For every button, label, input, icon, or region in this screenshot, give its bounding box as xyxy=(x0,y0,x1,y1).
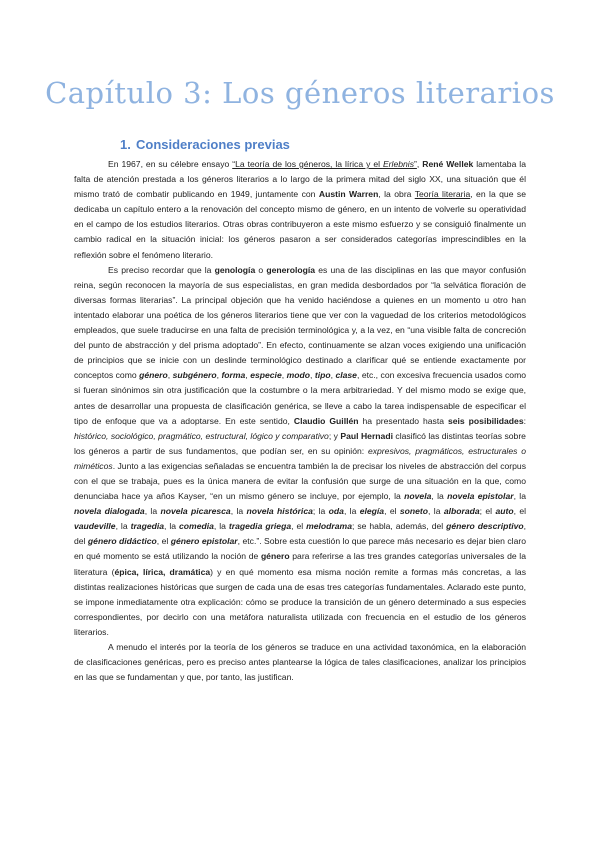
p2-text: , la xyxy=(164,521,180,532)
author-hernadi: Paul Hernadi xyxy=(340,430,393,441)
p2-text: , la xyxy=(230,506,247,517)
genre-term: novela picaresca xyxy=(160,506,231,517)
p2-text: clasificó las distintas teorías sobre los géneros a partir de sus fundamentos, que podían ser, en su opinión: xyxy=(74,430,526,456)
term-genologia: genología xyxy=(214,264,256,275)
genre-term: género descriptivo xyxy=(446,521,524,532)
p2-text: ; la xyxy=(312,506,329,517)
genre-term: melodrama xyxy=(306,521,352,532)
p2-text: ) y en qué momento esa misma noción remite a formas más concretas, a las distintas realizaciones históricas que surgen de cada una de esas tres categorías fundamentales. Aclarado este punto, se impone inmediatamente otra explicación: cómo se produce la transición de un género determinado a sus especies correspondientes, por decirlo con una metáfora naturalista utilizada con frecuencia en el estudio de los géneros literarios. xyxy=(74,566,526,637)
term-especie: especie xyxy=(250,370,282,381)
p2-text: , el xyxy=(156,536,171,547)
genre-term: vaudeville xyxy=(74,521,116,532)
term-genero-bold: género xyxy=(260,551,290,562)
book-title: Teoría literaria xyxy=(414,189,471,200)
p1-text: En 1967, en su célebre ensayo xyxy=(108,159,233,169)
term-tipo: tipo xyxy=(314,370,331,381)
p2-text: : xyxy=(523,415,526,426)
p2-text: . Junto a las exigencias señaladas se encuentra también la de precisar los niveles de abstracción del corpus con el que se trabaja, pues es la única manera de evitar la confusión que surge de una situación en la que, como denunciaba hace ya años Kayser, “en un mismo género se incluye, por ejemplo, la xyxy=(74,460,526,502)
p2-text: ; y xyxy=(328,430,341,441)
p2-text: ; se habla, además, del xyxy=(351,521,447,532)
p1-text: , la obra xyxy=(378,189,415,200)
genre-term: novela xyxy=(404,491,432,502)
body-text xyxy=(74,157,526,685)
genre-term: tragedia griega xyxy=(228,521,292,532)
paragraph-1 xyxy=(74,157,526,263)
section-title: Consideraciones previas xyxy=(136,137,290,152)
term-genero: género xyxy=(139,370,168,381)
p2-text: , la xyxy=(115,521,131,532)
genre-term: elegía xyxy=(359,506,385,517)
genre-term: tragedia xyxy=(130,521,165,532)
p2-text: para referirse a las tres grandes categorías universales de la literatura ( xyxy=(74,551,526,577)
p2-text: ha presentado hasta xyxy=(358,415,448,426)
genre-term: soneto xyxy=(399,506,429,517)
p2-text: , etc., con excesiva frecuencia usados como si fueran sinónimos sin otra justificación que la costumbre o la mera arbitrariedad. Y del mismo modo se exige que, antes de desarrollar una propuesta de clasificación genérica, se lleve a cabo la tarea indispensable de especificar el tipo de enfoque que va a adoptarse. En este sentido, xyxy=(74,370,527,426)
p2-text: , la xyxy=(431,491,448,502)
universal-categories: épica, lírica, dramática xyxy=(114,566,211,577)
author-warren: Austin Warren xyxy=(318,189,379,200)
genre-term: novela histórica xyxy=(246,506,313,517)
p2-text: , xyxy=(330,370,336,381)
p2-text: o xyxy=(255,264,267,275)
essay-title-erlebnis: Erlebnis xyxy=(382,159,415,169)
section-number: 1. xyxy=(120,137,131,152)
p2-text: , la xyxy=(213,521,229,532)
p2-text: , el xyxy=(513,506,527,517)
term-subgenero: subgénero xyxy=(172,370,217,381)
p2-text: , xyxy=(167,370,173,381)
p2-text: , el xyxy=(291,521,307,532)
p2-text: , la xyxy=(144,506,161,517)
author-guillen: Claudio Guillén xyxy=(293,415,359,426)
p2-text: , etc.”. Sobre esta cuestión lo que parece más necesario es dejar bien claro en qué momento se está utilizando la noción de xyxy=(74,536,527,562)
essay-title xyxy=(232,159,417,169)
p2-text: , xyxy=(281,370,287,381)
essay-title-text: “La teoría de los géneros, la lírica y el xyxy=(232,159,383,169)
genre-term: género epistolar xyxy=(170,536,238,547)
section-heading xyxy=(120,137,290,152)
genre-term: novela epistolar xyxy=(447,491,514,502)
p2-text: , xyxy=(216,370,222,381)
guillen-approaches: histórico, sociológico, pragmático, estructural, lógico y comparativo xyxy=(74,430,329,441)
essay-title-close-quote: ” xyxy=(414,159,417,169)
term-forma: forma xyxy=(221,370,246,381)
genre-term: novela dialogada xyxy=(74,506,145,517)
p2-text: , la xyxy=(513,491,526,502)
genre-term: género didáctico xyxy=(87,536,157,547)
p2-text: ; el xyxy=(479,506,496,517)
p2-text: , la xyxy=(428,506,444,517)
p2-text: , xyxy=(309,370,315,381)
paragraph-3: A menudo el interés por la teoría de los géneros se traduce en una actividad taxonómica, en la elaboración de clasificaciones genéricas, pero es preciso antes plantearse la lógica de tales clasificaciones, analizar los principios en las que se fundamentan y que, por tanto, las justifican. xyxy=(74,642,526,683)
p2-text: , xyxy=(245,370,251,381)
genre-term: auto xyxy=(495,506,514,517)
p2-text: es una de las disciplinas en las que mayor confusión reina, según reconocen la mayoría de sus especialistas, en gran medida desbordados por “la selvática floración de diversas formas literarias”. La principal objeción que ha venido haciéndose a quienes en un momento u otro han intentado elaborar una poética de los géneros literarios tiene que ver con la vaguedad de los criterios metodológicos empleados, que suele traducirse en una falta de precisión terminológica y, a la vez, en “una visible falta de concreción del punto de abstracción y del prisma adoptado”. En efecto, continuamente se alzan voces exigiendo una unificación de principios que se inicie con un deslinde terminológico destinado a clarificar qué se entiende exactamente por conceptos como xyxy=(74,264,526,381)
chapter-title: Capítulo 3: Los géneros literarios xyxy=(45,76,555,110)
term-seis-posibilidades: seis posibilidades xyxy=(447,415,524,426)
term-clase: clase xyxy=(335,370,357,381)
p2-text: Es preciso recordar que la xyxy=(108,264,215,275)
p1-text: lamentaba la falta de atención prestada a los géneros literarios a lo largo de la primera mitad del siglo XX, una situación que él mismo trató de combatir publicando en 1949, juntamente con xyxy=(74,159,526,200)
p1-text: , en la que se dedicaba un capítulo entero a la renovación del concepto mismo de género, en un intento de volverle su operatividad en el campo de los estudios literarios. Otras obras contribuyeron a este mismo esfuerzo y se consiguió finalmente un cambio radical en la situación inicial: los géneros pasaron a ser considerados categorías imprescindibles en la reflexión sobre el fenómeno literario. xyxy=(74,189,526,260)
genre-term: alborada xyxy=(443,506,480,517)
term-modo: modo xyxy=(286,370,310,381)
term-generologia: generología xyxy=(266,264,316,275)
p2-text: , el xyxy=(384,506,400,517)
genre-term: oda xyxy=(328,506,344,517)
paragraph-2 xyxy=(74,263,526,640)
p2-text: , del xyxy=(74,521,526,547)
p1-text: , xyxy=(416,159,423,169)
p2-text: , la xyxy=(343,506,360,517)
hernadi-foundations: expresivos, pragmáticos, estructurales o miméticos xyxy=(74,445,526,471)
author-wellek: René Wellek xyxy=(422,159,474,169)
genre-term: comedia xyxy=(179,521,214,532)
